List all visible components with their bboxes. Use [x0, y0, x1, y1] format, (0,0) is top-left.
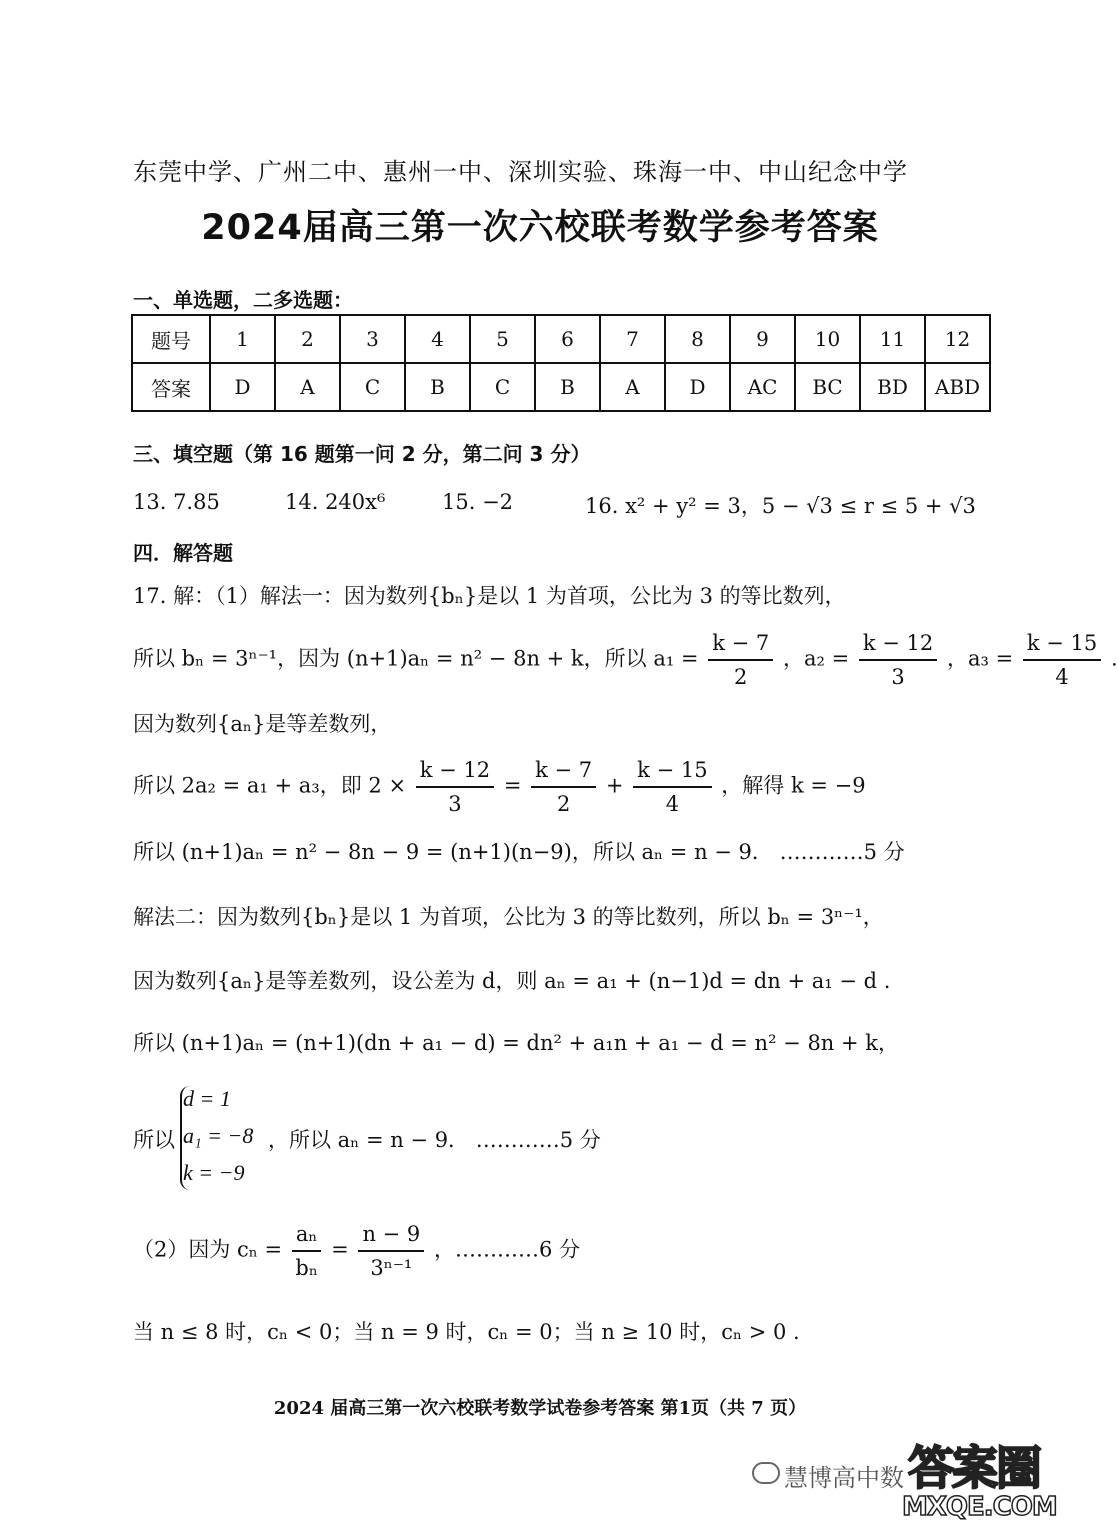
text-run: 所以 2a₂ = a₁ + a₃，即 2 × [133, 773, 407, 798]
text-run: ，a₃ = [946, 646, 1014, 671]
table-cell: 6 [535, 315, 600, 363]
solution-line: 解法二：因为数列{bₙ}是以 1 为首项，公比为 3 的等比数列，所以 bₙ = 3ⁿ⁻¹， [133, 905, 884, 929]
table-cell: B [535, 363, 600, 411]
table-row-answers [132, 363, 990, 411]
solution-line: 17. 解：（1）解法一：因为数列{bₙ}是以 1 为首项，公比为 3 的等比数列， [133, 584, 846, 608]
table-cell: D [210, 363, 275, 411]
system-line: d = 1 [183, 1086, 231, 1111]
table-cell: 9 [730, 315, 795, 363]
watermark-account: 慧博高中数 [784, 1464, 904, 1492]
fraction [859, 627, 937, 693]
fraction [292, 1218, 322, 1284]
table-cell: 4 [405, 315, 470, 363]
solution-line: 所以 (n+1)aₙ = (n+1)(dn + a₁ − d) = dn² + a₁n + a₁ − d = n² − 8n + k， [133, 1031, 899, 1055]
text-run: （2）因为 cₙ = [133, 1237, 283, 1262]
page-footer: 2024 届高三第一次六校联考数学试卷参考答案 第1页（共 7 页） [273, 1398, 807, 1419]
text-run: = [503, 773, 522, 798]
numerator: k − 7 [708, 627, 773, 661]
table-cell: 3 [340, 315, 405, 363]
table-cell: B [405, 363, 470, 411]
schools-line: 东莞中学、广州二中、惠州一中、深圳实验、珠海一中、中山纪念中学 [133, 158, 908, 186]
text-run: = [331, 1237, 349, 1262]
solution-line-fractions [133, 627, 1118, 693]
table-cell: 10 [795, 315, 860, 363]
fraction [358, 1218, 424, 1284]
table-cell: 7 [600, 315, 665, 363]
system-line: k = −9 [183, 1160, 245, 1185]
section-heading-choice: 一、单选题，二多选题： [133, 288, 353, 312]
denominator: 3 [448, 792, 462, 816]
text-run: + [605, 773, 624, 798]
fraction [1023, 627, 1101, 693]
numerator: k − 12 [416, 754, 494, 788]
table-cell: C [340, 363, 405, 411]
table-cell: A [600, 363, 665, 411]
fraction [531, 754, 596, 820]
table-cell: 11 [860, 315, 925, 363]
numerator: k − 7 [531, 754, 596, 788]
numerator: k − 15 [1023, 627, 1101, 661]
text-run: ，…………6 分 [433, 1237, 581, 1262]
table-row-numbers [132, 315, 990, 363]
fraction [708, 627, 773, 693]
table-cell: 8 [665, 315, 730, 363]
system-line: a₁ = −8 [183, 1123, 254, 1148]
table-cell: 1 [210, 315, 275, 363]
row-label: 答案 [132, 363, 210, 411]
numerator: k − 12 [859, 627, 937, 661]
solution-line: 因为数列{aₙ}是等差数列， [133, 712, 392, 736]
answer-16: 16. x² + y² = 3，5 − √3 ≤ r ≤ 5 + √3 [585, 494, 976, 518]
section-heading-fill: 三、填空题（第 16 题第一问 2 分，第二问 3 分） [133, 442, 591, 466]
solution-line-fractions [133, 754, 866, 820]
section-heading-solutions: 四．解答题 [133, 541, 233, 565]
solution-line: 所以 (n+1)aₙ = n² − 8n − 9 = (n+1)(n−9)，所以 aₙ = n − 9． …………5 分 [133, 840, 905, 864]
system-suffix: ，所以 aₙ = n − 9． …………5 分 [268, 1128, 601, 1152]
fraction [416, 754, 494, 820]
table-cell: ABD [925, 363, 990, 411]
table-cell: BD [860, 363, 925, 411]
denominator: 4 [1055, 665, 1069, 689]
page-title: 2024届高三第一次六校联考数学参考答案 [201, 208, 879, 248]
denominator: 2 [556, 792, 571, 816]
text-run: . [1110, 646, 1118, 671]
fraction [633, 754, 711, 820]
equation-system [183, 1080, 253, 1191]
denominator: 4 [665, 792, 680, 816]
text-run: ，解得 k = −9 [721, 773, 866, 798]
answer-14: 14. 240x⁶ [285, 490, 386, 514]
denominator: bₙ [295, 1256, 318, 1280]
logo-text: 答案圈 [908, 1441, 1040, 1495]
table-cell: 5 [470, 315, 535, 363]
answer-13: 13. 7.85 [133, 490, 220, 514]
table-cell: A [275, 363, 340, 411]
solution-line: 当 n ≤ 8 时，cₙ < 0；当 n = 9 时，cₙ = 0；当 n ≥ 10 时，cₙ > 0 . [133, 1320, 800, 1344]
wechat-icon [752, 1462, 780, 1484]
table-cell: D [665, 363, 730, 411]
denominator: 3ⁿ⁻¹ [370, 1256, 413, 1280]
answer-table [131, 314, 991, 412]
logo-url: MXQE.COM [902, 1492, 1057, 1522]
table-cell: AC [730, 363, 795, 411]
table-cell: C [470, 363, 535, 411]
denominator: 2 [734, 665, 748, 689]
table-cell: BC [795, 363, 860, 411]
solution-line: 因为数列{aₙ}是等差数列，设公差为 d，则 aₙ = a₁ + (n−1)d = dn + a₁ − d . [133, 969, 891, 993]
answer-logo [902, 1428, 1072, 1524]
answer-15: 15. −2 [442, 490, 514, 514]
numerator: n − 9 [358, 1218, 424, 1252]
numerator: aₙ [292, 1218, 322, 1252]
text-run: 所以 bₙ = 3ⁿ⁻¹，因为 (n+1)aₙ = n² − 8n + k，所以 a₁ = [133, 646, 699, 671]
numerator: k − 15 [633, 754, 711, 788]
table-cell: 12 [925, 315, 990, 363]
solution-line-fractions [133, 1218, 580, 1284]
text-run: ，a₂ = [782, 646, 850, 671]
system-prefix: 所以 [133, 1128, 175, 1152]
table-cell: 2 [275, 315, 340, 363]
denominator: 3 [891, 665, 905, 689]
row-label: 题号 [132, 315, 210, 363]
